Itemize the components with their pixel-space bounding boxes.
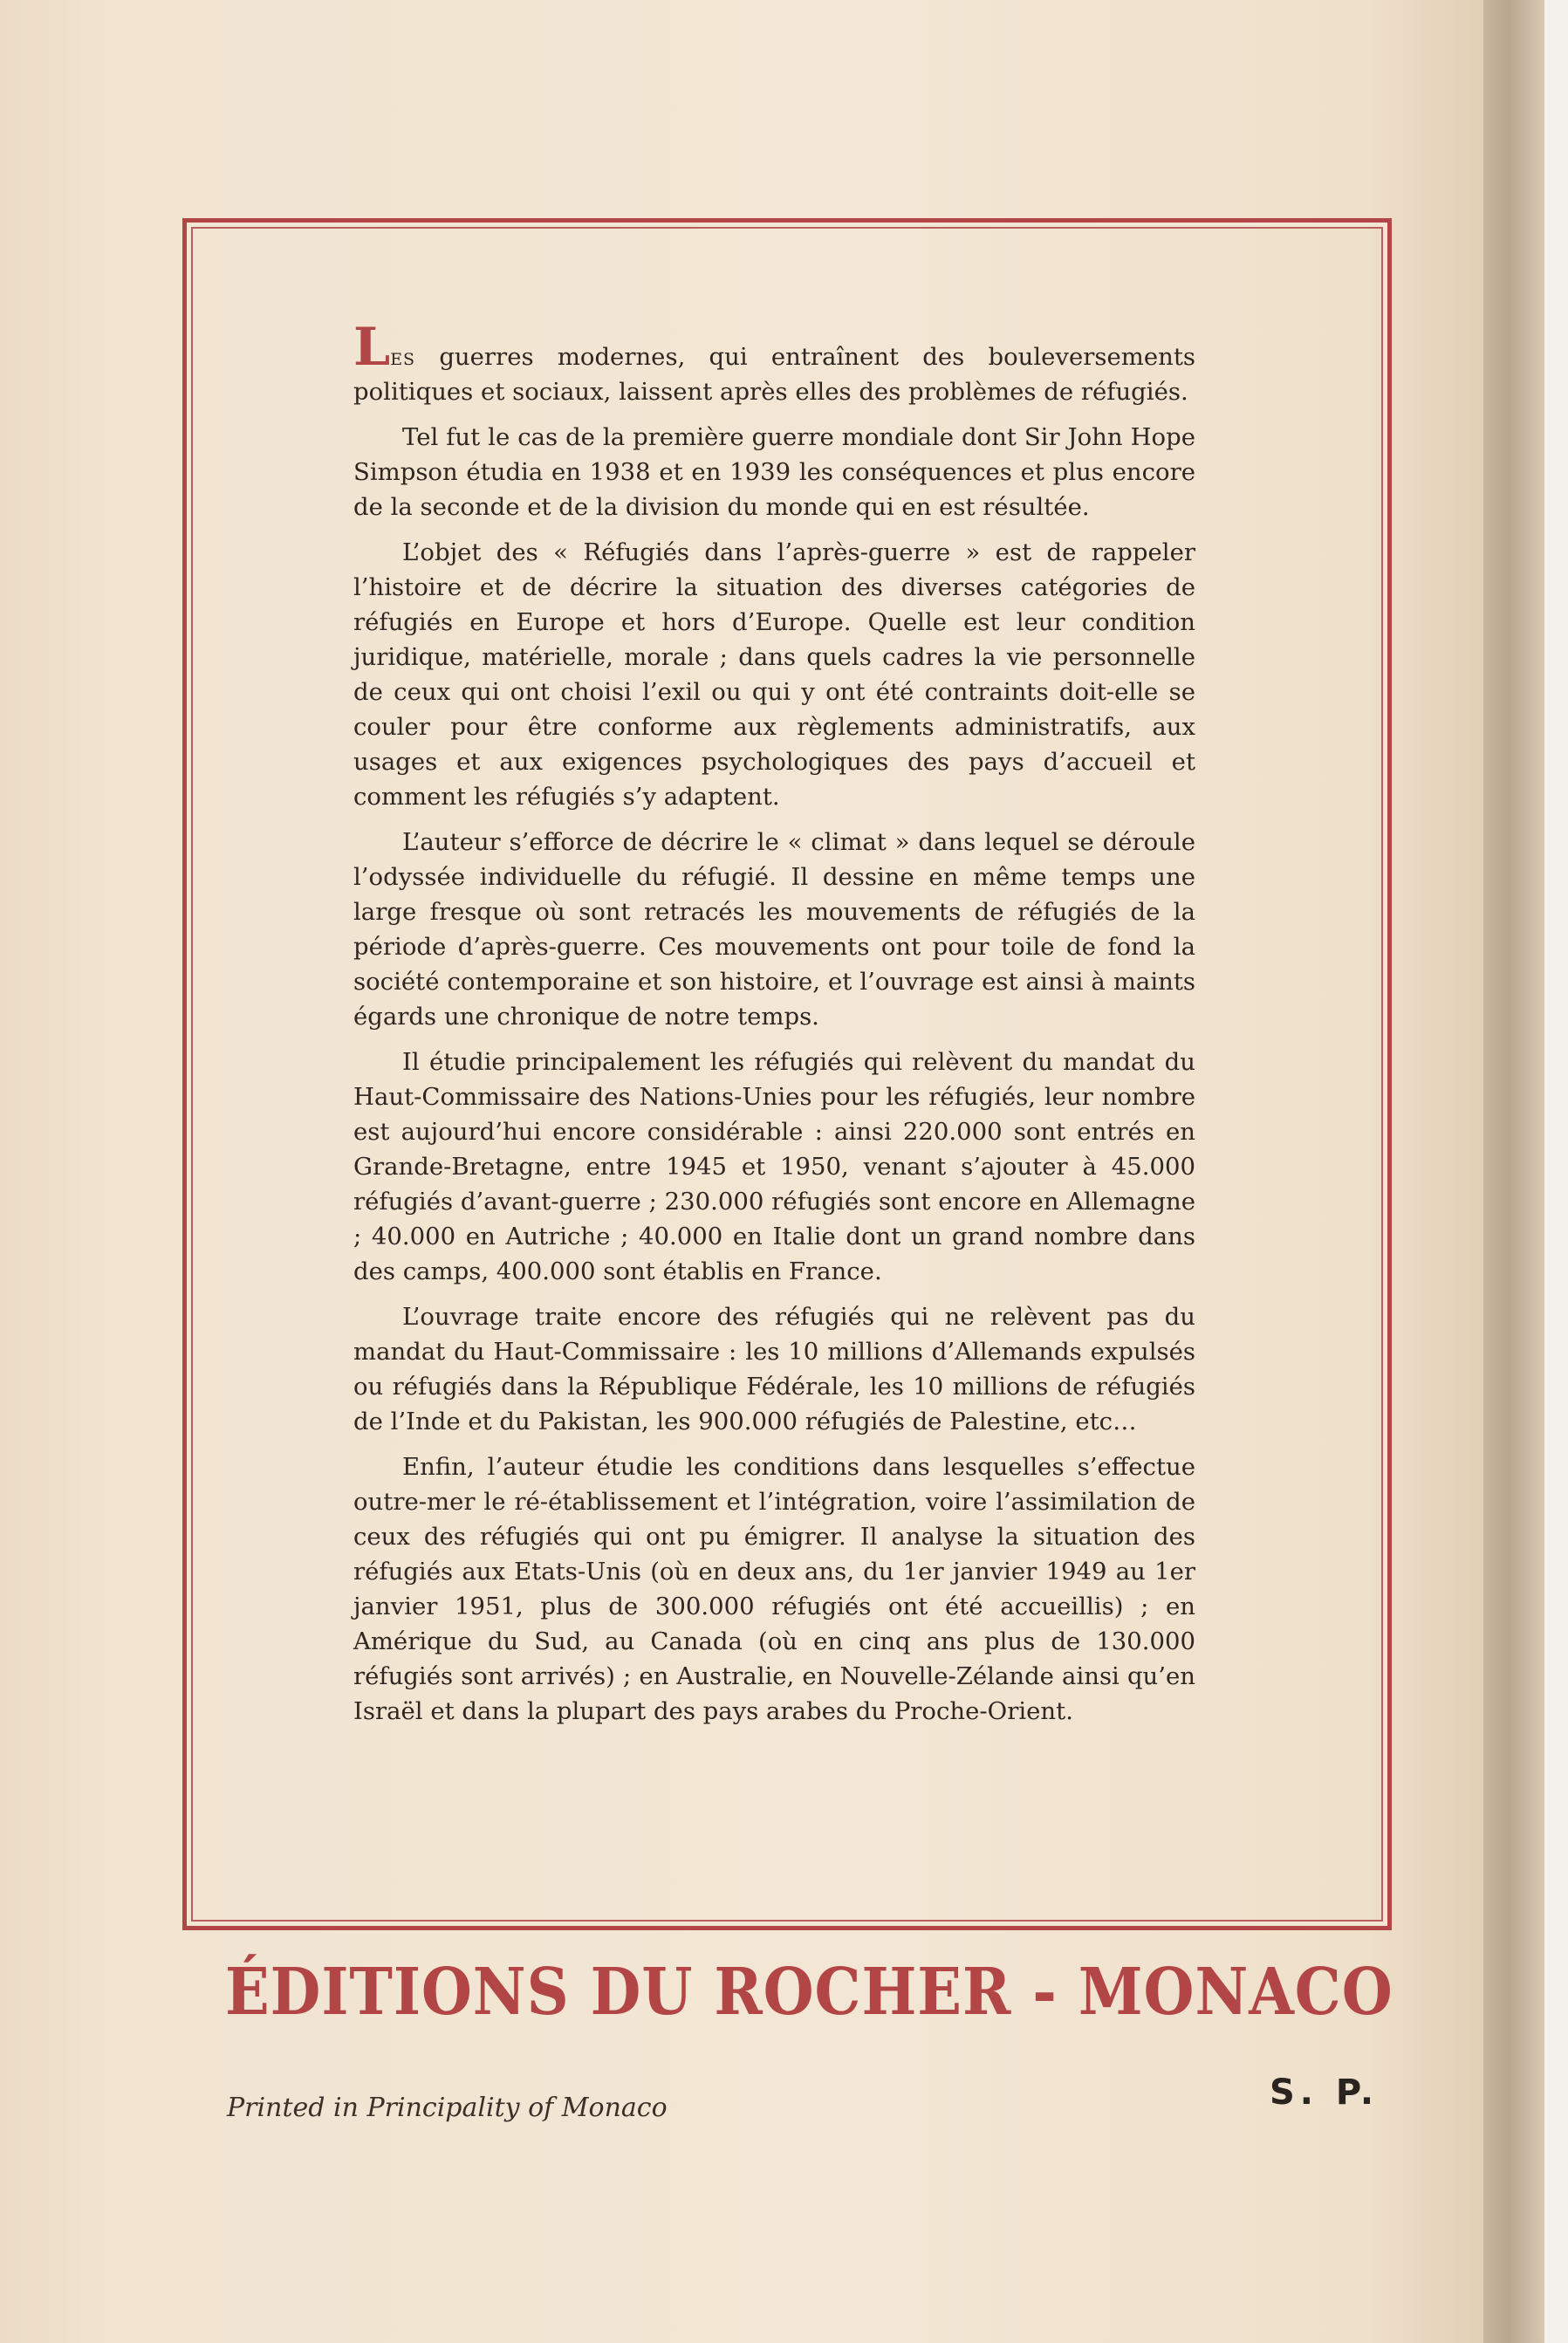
intro-text: guerres modernes, qui entraînent des bouleversements politiques et sociaux, laissent après elles des problèmes de réfugiés. [353,343,1195,406]
page-edge [1544,0,1568,2343]
small-caps-lead: es [390,343,416,371]
printed-in-note: Printed in Principality of Monaco [227,2093,668,2123]
paragraph: L’auteur s’efforce de décrire le « climat » dans lequel se déroule l’odyssée individuelle du réfugié. Il dessine en même temps une large fresque où sont retracés les mouvements de réfugiés de la période d’après-guerre. Ces mouvements ont pour toile de fond la société contemporaine et son histoire, et l’ouvrage est ainsi à maints égards une chronique de notre temps. [353,828,1195,1031]
paragraph: Il étudie principalement les réfugiés qui relèvent du mandat du Haut-Commissaire des Nations-Unies pour les réfugiés, leur nombre est aujourd’hui encore considérable : ainsi 220.000 sont entrés en Grande-Bretagne, entre 1945 et 1950, venant s’ajouter à 45.000 réfugiés d’avant-guerre ; 230.000 réfugiés sont encore en Allemagne ; 40.000 en Autriche ; 40.000 en Italie dont un grand nombre dans des camps, 400.000 sont établis en France. [353,1048,1195,1285]
paragraph: Tel fut le cas de la première guerre mondiale dont Sir John Hope Simpson étudia en 1938 et en 1939 les conséquences et plus encore de la seconde et de la division du monde qui en est résultée. [353,423,1195,521]
blurb-text [353,317,1195,1739]
drop-cap: L [353,317,391,378]
paragraph: Enfin, l’auteur étudie les conditions dans lesquelles s’effectue outre-mer le ré-établissement et l’intégration, voire l’assimilation de ceux des réfugiés qui ont pu émigrer. Il analyse la situation des réfugiés aux Etats-Unis (où en deux ans, du 1er janvier 1949 au 1er janvier 1951, plus de 300.000 réfugiés ont été accueillis) ; en Amérique du Sud, au Canada (où en cinq ans plus de 130.000 réfugiés sont arrivés) ; en Australie, en Nouvelle-Zélande ainsi qu’en Israël et dans la plupart des pays arabes du Proche-Orient. [353,1453,1195,1725]
cover-edge-shadow [1483,0,1544,2343]
paragraph: L’ouvrage traite encore des réfugiés qui ne relèvent pas du mandat du Haut-Commissaire : les 10 millions d’Allemands expulsés ou réfugiés dans la République Fédérale, les 10 millions de réfugiés de l’Inde et du Pakistan, les 900.000 réfugiés de Palestine, etc… [353,1303,1195,1435]
intro-paragraph [353,317,1195,409]
paragraph: L’objet des « Réfugiés dans l’après-guerre » est de rappeler l’histoire et de décrire la situation des diverses catégories de réfugiés en Europe et hors d’Europe. Quelle est leur condition juridique, matérielle, morale ; dans quels cadres la vie personnelle de ceux qui ont choisi l’exil ou qui y ont été contraints doit-elle se couler pour être conforme aux règlements administratifs, aux usages et aux exigences psychologiques des pays d’accueil et comment les réfugiés s’y adaptent. [353,538,1195,811]
price-code: S. P. [1270,2072,1380,2113]
publisher-name: ÉDITIONS DU ROCHER - MONACO [225,1955,1393,2030]
